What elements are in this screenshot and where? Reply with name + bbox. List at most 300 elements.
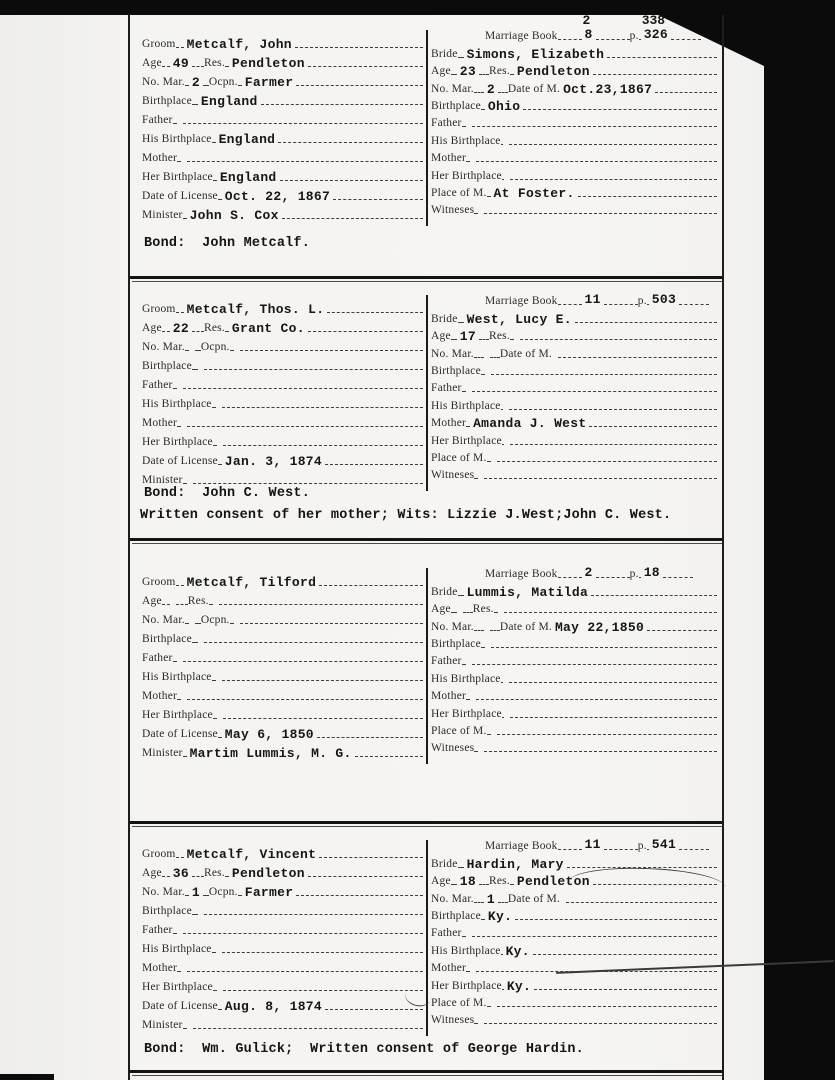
form-row (142, 354, 423, 373)
form-row (142, 449, 423, 468)
field-label-his-birthplace: His Birthplace (431, 399, 501, 412)
bride-mother-value: Amanda J. West (473, 416, 587, 432)
field-label-age: Age (431, 65, 451, 78)
form-row (431, 148, 717, 165)
bride-date-of-m-value: May 22,1850 (554, 619, 645, 635)
dotted-leader (558, 35, 582, 40)
dotted-leader (192, 910, 198, 915)
field-label-his-birthplace: His Birthplace (431, 134, 501, 147)
consent-note: Written consent of her mother; Wits: Lizzie J.West;John C. West. (140, 508, 672, 523)
form-right-rule (722, 15, 724, 1080)
spacer (431, 42, 485, 43)
field-label-res: Res. (488, 330, 510, 343)
form-row (142, 975, 423, 994)
field-label-ocpn: Ocpn. (200, 341, 230, 353)
dotted-leader (213, 714, 217, 719)
dotted-leader (479, 70, 489, 75)
dotted-leader (515, 915, 717, 920)
dotted-leader (466, 695, 470, 700)
dotted-leader (162, 872, 170, 877)
form-row (142, 627, 423, 646)
dotted-leader (317, 733, 423, 738)
form-row (431, 616, 717, 633)
dotted-leader (474, 1019, 478, 1024)
groom-no-mar-value: 1 (191, 885, 200, 900)
field-label-his-birthplace: His Birthplace (142, 671, 212, 683)
groom-age-value: 36 (172, 866, 189, 881)
dotted-leader (476, 695, 717, 700)
field-label-his-birthplace: His Birthplace (142, 133, 212, 145)
form-row (142, 335, 423, 354)
dotted-leader (484, 474, 717, 479)
dotted-leader (474, 353, 484, 358)
dotted-leader (183, 929, 423, 934)
field-label-no-mar: No. Mar. (142, 886, 185, 898)
form-row (142, 608, 423, 627)
dotted-leader (472, 660, 717, 665)
dotted-leader (589, 422, 717, 427)
field-label-birthplace: Birthplace (431, 364, 481, 377)
dotted-leader (296, 81, 423, 86)
field-label-mother: Mother (142, 962, 178, 974)
dotted-leader (671, 35, 701, 40)
marriage-record-2 (130, 289, 722, 537)
dotted-leader (222, 676, 423, 681)
field-label-res: Res. (488, 65, 510, 78)
dotted-leader (502, 440, 504, 445)
column-divider (426, 295, 428, 491)
field-label-no-mar: No. Mar. (142, 76, 185, 88)
form-row (431, 448, 717, 465)
groom-res-value: Pendleton (231, 866, 305, 881)
dotted-leader (296, 891, 423, 896)
bride-column (431, 291, 717, 482)
dotted-leader (192, 365, 198, 370)
dotted-leader (192, 62, 204, 67)
groom-date-of-license-value: Oct. 22, 1867 (224, 189, 331, 204)
field-label-date-of-license: Date of License (142, 728, 218, 740)
dotted-leader (162, 600, 170, 605)
form-row (142, 937, 423, 956)
dotted-leader (472, 932, 717, 937)
dotted-leader (230, 346, 234, 351)
bride-birthplace-value: Ky. (487, 908, 513, 924)
dotted-leader (173, 384, 177, 389)
groom-column (142, 842, 423, 1032)
form-row (431, 430, 717, 447)
dotted-leader (204, 638, 423, 643)
field-label-mother: Mother (431, 690, 467, 703)
field-label-mother: Mother (142, 152, 178, 164)
dotted-leader (192, 327, 204, 332)
spacer (431, 307, 485, 308)
bride-page-value: 541 (651, 837, 677, 853)
dotted-leader (183, 384, 423, 389)
dotted-leader (596, 573, 630, 578)
dotted-leader (325, 1005, 423, 1010)
dotted-leader (474, 209, 478, 214)
field-label-father: Father (431, 655, 462, 668)
bride-age-value: 17 (459, 329, 476, 345)
dotted-leader (183, 657, 423, 662)
dotted-leader (183, 119, 423, 124)
bride-book-wrap (582, 13, 596, 43)
dotted-leader (204, 365, 423, 370)
field-label-birthplace: Birthplace (142, 95, 192, 107)
field-label-father: Father (142, 114, 173, 126)
field-label-date-of-license: Date of License (142, 455, 218, 467)
form-row (431, 975, 717, 992)
bride-name-value: West, Lucy E. (466, 311, 572, 327)
dotted-leader (327, 308, 423, 313)
field-label-minister: Minister (142, 474, 183, 486)
field-label-age: Age (142, 57, 162, 69)
form-row (431, 200, 717, 217)
field-label-no-mar: No. Mar. (431, 892, 474, 905)
dotted-leader (474, 747, 478, 752)
field-label-age: Age (142, 322, 162, 334)
bride-book-wrap (582, 563, 596, 581)
field-label-p: p. (637, 840, 647, 853)
dotted-leader (185, 346, 189, 351)
field-label-groom: Groom (142, 38, 176, 50)
dotted-leader (474, 474, 478, 479)
bride-age-value: 18 (459, 874, 476, 890)
dotted-leader (487, 730, 491, 735)
bride-name-value: Simons, Elizabeth (466, 46, 605, 62)
dotted-leader (523, 105, 717, 110)
bond-note: Bond: John Metcalf. (144, 236, 311, 251)
form-row (431, 651, 717, 668)
field-label-minister: Minister (142, 1019, 183, 1031)
field-label-date-of-m: Date of M. (499, 620, 552, 633)
form-row (431, 599, 717, 616)
scan-edge-bottom-left (0, 1074, 54, 1080)
form-row (431, 291, 717, 308)
dotted-leader (462, 932, 466, 937)
groom-date-of-license-value: Aug. 8, 1874 (224, 999, 323, 1014)
dotted-leader (240, 619, 423, 624)
form-row (431, 686, 717, 703)
form-row (142, 684, 423, 703)
field-label-father: Father (142, 924, 173, 936)
dotted-leader (230, 619, 234, 624)
scan-edge-top (0, 0, 835, 15)
bride-page-wrap (641, 563, 663, 581)
dotted-leader (472, 387, 717, 392)
field-label-her-birthplace: Her Birthplace (142, 709, 213, 721)
form-row (142, 1013, 423, 1032)
form-row (431, 78, 717, 95)
form-row (142, 316, 423, 335)
page-bottom-rule (130, 1070, 722, 1073)
groom-ocpn-value: Farmer (244, 885, 294, 900)
bride-her-birthplace-value: Ky. (506, 978, 532, 994)
dotted-leader (261, 100, 423, 105)
form-row (142, 373, 423, 392)
field-label-p: p. (629, 568, 639, 581)
form-row (142, 918, 423, 937)
form-row (431, 395, 717, 412)
form-row (431, 378, 717, 395)
bride-column (431, 13, 717, 217)
bride-date-of-m-value: Oct.23,1867 (563, 81, 653, 97)
dotted-leader (490, 353, 500, 358)
field-label-her-birthplace: Her Birthplace (142, 171, 213, 183)
field-label-res: Res. (187, 595, 209, 607)
dotted-leader (502, 175, 504, 180)
form-row (431, 326, 717, 343)
groom-date-of-license-value: Jan. 3, 1874 (224, 454, 323, 469)
dotted-leader (481, 643, 485, 648)
form-row (431, 703, 717, 720)
field-label-birthplace: Birthplace (431, 99, 481, 112)
bride-book-value: 8 (584, 27, 593, 43)
bride-page-wrap (649, 835, 679, 853)
form-row (142, 741, 423, 760)
field-label-age: Age (431, 875, 451, 888)
dotted-leader (213, 441, 217, 446)
dotted-leader (162, 62, 170, 67)
groom-column (142, 32, 423, 222)
bride-age-value: 23 (459, 64, 476, 80)
form-row (431, 130, 717, 147)
dotted-leader (187, 157, 423, 162)
dotted-leader (192, 638, 198, 643)
bride-book-value: 11 (584, 837, 601, 853)
dotted-leader (502, 713, 504, 718)
dotted-leader (474, 88, 484, 93)
groom-his-birthplace-value: England (218, 132, 276, 147)
dotted-leader (679, 845, 709, 850)
field-label-his-birthplace: His Birthplace (431, 944, 501, 957)
form-row (142, 468, 423, 487)
column-divider (426, 30, 428, 226)
dotted-leader (223, 441, 423, 446)
form-row (431, 13, 717, 43)
bride-book-correction-value: 2 (582, 13, 591, 29)
field-label-her-birthplace: Her Birthplace (431, 707, 502, 720)
field-label-age: Age (142, 867, 162, 879)
form-row (431, 564, 717, 581)
form-row (431, 993, 717, 1010)
field-label-no-mar: No. Mar. (142, 341, 185, 353)
dotted-leader (185, 619, 189, 624)
dotted-leader (558, 300, 582, 305)
field-label-ocpn: Ocpn. (208, 76, 238, 88)
field-label-bride: Bride (431, 47, 458, 60)
dotted-leader (204, 910, 423, 915)
dotted-leader (679, 300, 709, 305)
groom-column (142, 570, 423, 760)
bride-res-value: Pendleton (516, 64, 590, 80)
form-row (142, 430, 423, 449)
bride-no-mar-value: 2 (486, 81, 495, 97)
field-label-witnesses: Witneses (431, 469, 475, 482)
field-label-father: Father (431, 382, 462, 395)
record-separator (130, 821, 722, 824)
groom-ocpn-value: Farmer (244, 75, 294, 90)
dotted-leader (476, 157, 717, 162)
dotted-leader (591, 591, 717, 596)
dotted-leader (308, 62, 423, 67)
form-row (142, 842, 423, 861)
dotted-leader (177, 157, 181, 162)
dotted-leader (176, 308, 184, 313)
form-row (431, 465, 717, 482)
form-row (142, 184, 423, 203)
dotted-leader (510, 713, 717, 718)
form-row (142, 899, 423, 918)
field-label-groom: Groom (142, 848, 176, 860)
field-label-bride: Bride (431, 585, 458, 598)
bride-column (431, 564, 717, 755)
dotted-leader (176, 600, 188, 605)
dotted-leader (479, 880, 489, 885)
field-label-witnesses: Witneses (431, 1014, 475, 1027)
groom-her-birthplace-value: England (219, 170, 277, 185)
dotted-leader (212, 676, 216, 681)
bride-book-wrap (582, 835, 604, 853)
field-label-age: Age (431, 330, 451, 343)
dotted-leader (173, 929, 177, 934)
dotted-leader (280, 176, 423, 181)
bride-page-wrap (641, 13, 671, 43)
bride-name-value: Hardin, Mary (466, 856, 564, 872)
field-label-witnesses: Witneses (431, 742, 475, 755)
dotted-leader (501, 405, 503, 410)
dotted-leader (533, 950, 717, 955)
dotted-leader (213, 986, 217, 991)
field-label-res: Res. (472, 603, 494, 616)
field-label-date-of-license: Date of License (142, 1000, 218, 1012)
form-row (431, 738, 717, 755)
bride-no-mar-value: 1 (486, 891, 495, 907)
form-row (142, 722, 423, 741)
groom-birthplace-value: England (200, 94, 258, 109)
field-label-mother: Mother (431, 962, 467, 975)
field-label-his-birthplace: His Birthplace (142, 943, 212, 955)
field-label-her-birthplace: Her Birthplace (142, 436, 213, 448)
dotted-leader (308, 327, 423, 332)
dotted-leader (466, 157, 470, 162)
form-row (142, 51, 423, 70)
form-row (142, 411, 423, 430)
dotted-leader (319, 853, 423, 858)
dotted-leader (173, 119, 177, 124)
field-label-date-of-m: Date of M. (499, 347, 552, 360)
dotted-leader (278, 138, 423, 143)
form-row (431, 581, 717, 598)
field-label-father: Father (431, 927, 462, 940)
form-row (142, 570, 423, 589)
field-label-no-mar: No. Mar. (142, 614, 185, 626)
marriage-record-3 (130, 562, 722, 772)
form-row (431, 1010, 717, 1027)
field-label-marriage-book: Marriage Book (485, 295, 558, 308)
dotted-leader (575, 318, 717, 323)
groom-name-value: Metcalf, Tilford (186, 575, 317, 590)
field-label-res: Res. (488, 875, 510, 888)
dotted-leader (484, 1019, 717, 1024)
field-label-age: Age (431, 603, 451, 616)
field-label-place-of-m: Place of M. (431, 724, 487, 737)
bride-name-value: Lummis, Matilda (466, 584, 589, 600)
field-label-mother: Mother (431, 152, 467, 165)
groom-age-value: 22 (172, 321, 189, 336)
field-label-minister: Minister (142, 209, 183, 221)
dotted-leader (497, 457, 717, 462)
field-label-birthplace: Birthplace (142, 633, 192, 645)
bond-note: Bond: John C. West. (144, 486, 311, 501)
dotted-leader (240, 346, 423, 351)
form-row (431, 96, 717, 113)
field-label-father: Father (142, 379, 173, 391)
field-label-place-of-m: Place of M. (431, 186, 487, 199)
dotted-leader (173, 657, 177, 662)
field-label-birthplace: Birthplace (142, 905, 192, 917)
column-divider (426, 568, 428, 764)
field-label-birthplace: Birthplace (142, 360, 192, 372)
field-label-date-of-m: Date of M. (507, 82, 561, 95)
form-row (142, 297, 423, 316)
bride-column (431, 836, 717, 1027)
dotted-leader (474, 626, 484, 631)
field-label-mother: Mother (431, 417, 467, 430)
dotted-leader (187, 967, 423, 972)
dotted-leader (558, 573, 582, 578)
dotted-leader (498, 898, 508, 903)
bride-birthplace-value: Ohio (487, 98, 521, 114)
form-row (142, 703, 423, 722)
form-row (142, 665, 423, 684)
dotted-leader (192, 872, 204, 877)
dotted-leader (462, 660, 466, 665)
dotted-leader (187, 422, 423, 427)
dotted-leader (472, 122, 717, 127)
dotted-leader (295, 43, 423, 48)
field-label-marriage-book: Marriage Book (485, 840, 558, 853)
form-row (142, 165, 423, 184)
dotted-leader (176, 581, 184, 586)
scan-edge-right (764, 0, 835, 1080)
bride-page-value: 503 (651, 292, 677, 308)
record-separator (130, 276, 722, 279)
dotted-leader (566, 898, 717, 903)
form-row (431, 308, 717, 325)
dotted-leader (187, 695, 423, 700)
form-row (142, 32, 423, 51)
form-row (142, 146, 423, 165)
dotted-leader (223, 714, 423, 719)
dotted-leader (219, 600, 423, 605)
form-row (431, 165, 717, 182)
dotted-leader (325, 460, 423, 465)
field-label-her-birthplace: Her Birthplace (142, 981, 213, 993)
groom-res-value: Pendleton (231, 56, 305, 71)
form-row (142, 108, 423, 127)
form-row (142, 392, 423, 411)
field-label-her-birthplace: Her Birthplace (431, 979, 502, 992)
dotted-leader (282, 214, 423, 219)
form-row (431, 940, 717, 957)
column-divider (426, 840, 428, 1036)
groom-name-value: Metcalf, John (186, 37, 292, 52)
form-row (431, 853, 717, 870)
dotted-leader (578, 192, 717, 197)
dotted-leader (655, 88, 717, 93)
dotted-leader (212, 948, 216, 953)
